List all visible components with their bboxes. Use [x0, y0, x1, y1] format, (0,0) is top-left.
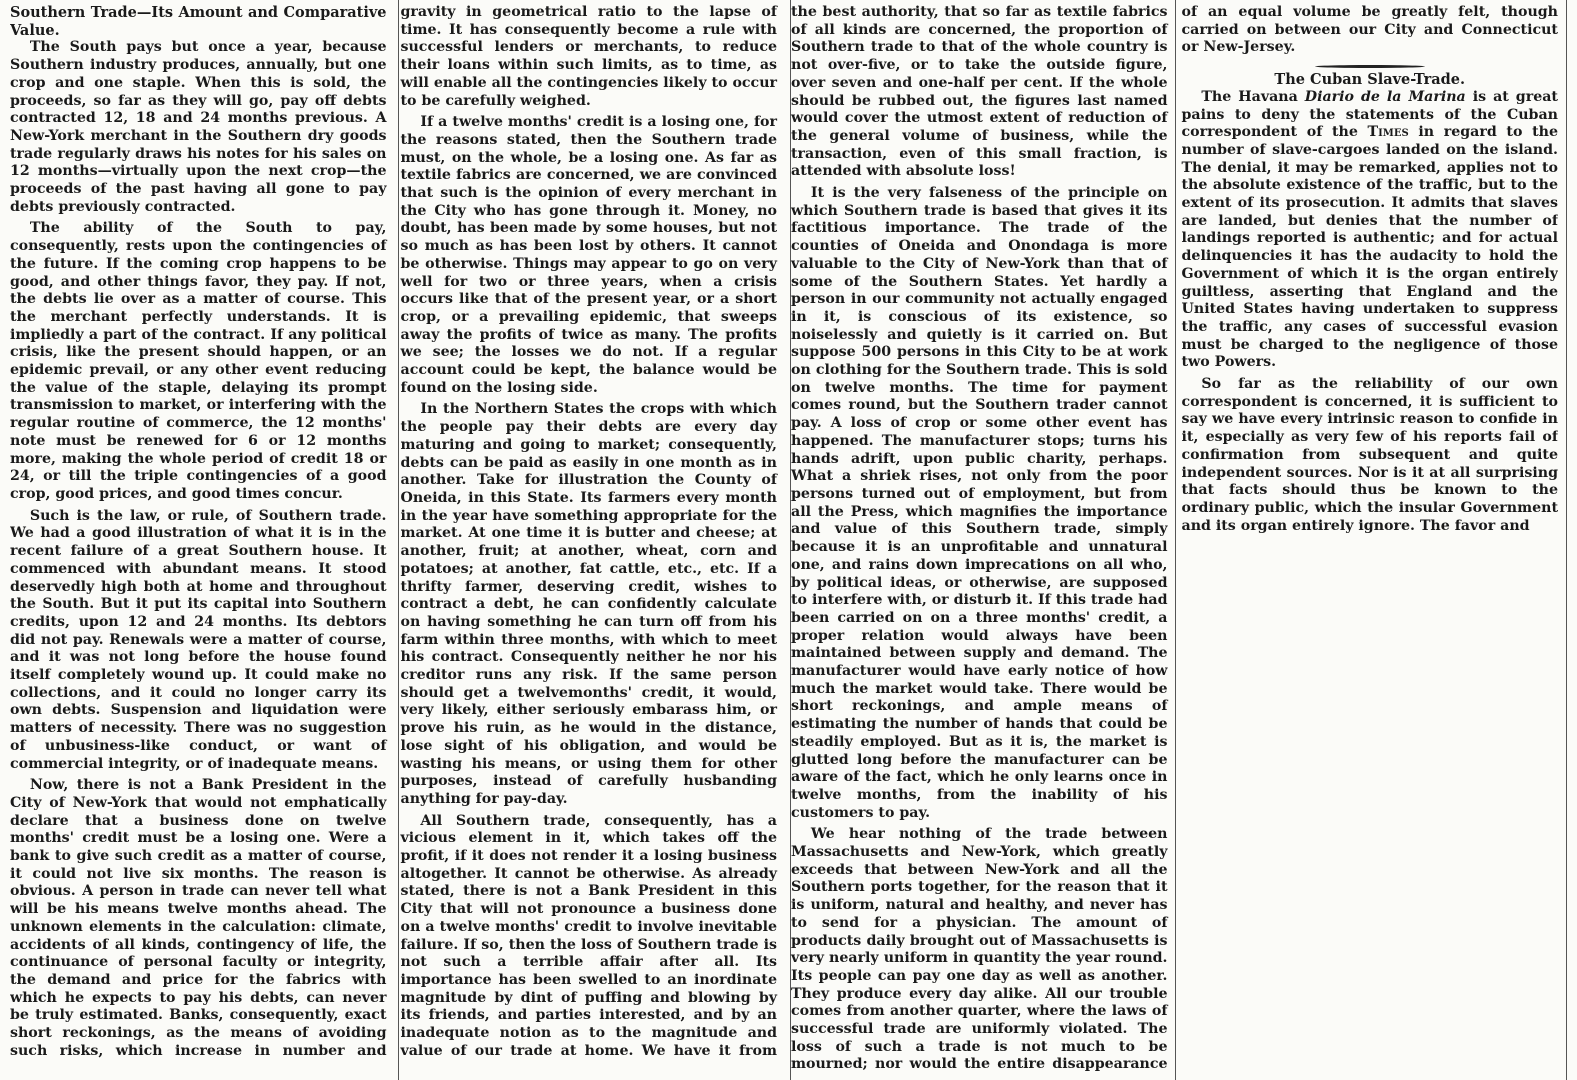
paragraph: We hear nothing of the trade between Massachusetts and New-York, which greatly exceeds that between New-York and all the Southern ports together, for the reason that it is uniform, natural and healthy, and never has to send for a physician. The amount of products daily brought out of Massachusetts is very nearly uniform in quantity the year round. Its people can pay one day as well as another. They produce every day alike. All our trouble comes from another quarter, where the laws of successful trade are uniformly violated. The loss of such a trade is not much to be mourned; nor would the entire disappearance of an equal volume be greatly felt, though carried on between our City and Connecticut or New-Jersey. — [791, 4, 1558, 1073]
paragraph: Such is the law, or rule, of Southern trade. We had a good illustration of what it is in the recent failure of a great Southern house. It commenced with abundant means. It stood deservedly high both at home and throughout the South. But it put its capital into Southern credits, upon 12 and 24 months. Its debtors did not pay. Renewals were a matter of course, and it was not long before the house found itself completely wound up. It could make no collections, and it could no longer carry its own debts. Suspension and liquidation were matters of necessity. There was no suggestion of unbusiness-like conduct, or want of commercial integrity, or of inadequate means. — [10, 507, 387, 772]
paragraph: In the Northern States the crops with which the people pay their debts are every day maturing and going to market; consequently, debts can be paid as easily in one month as in another. Take for illustration the County of Oneida, in this State. Its farmers every month in the year have something appropriate for the market. At one time it is butter and cheese; at another, fruit; at another, wheat, corn and potatoes; at another, fat cattle, etc., etc. If a thrifty farmer, deserving credit, wishes to contract a debt, he can confidently calculate on having something he can turn off from his farm within three months, with which to meet his contract. Consequently neither he nor his creditor runs any risk. If the same person should get a twelvemonths' credit, it would, very likely, either seriously embarass him, or prove his ruin, as he would in the distance, lose sight of his obligation, and would be wasting his means, or using them for other purposes, instead of carefully husbanding anything for pay-day. — [400, 401, 777, 807]
paragraph: All Southern trade, consequently, has a vicious element in it, which takes off the profit, if it does not render it a losing business altogether. It cannot be otherwise. As already stated, there is not a Bank President in this City that will not pronounce a business done on a twelve months' credit to involve inevitable failure. If so, then the loss of Southern trade is not such a terrible affair after all. Its importance has been swelled to an inordinate magnitude by dint of puffing and blowing by its friends, and parties interested, and by an inadequate notion as to the magnitude and value of our trade at home. We have it from the best authority, that so far as textile fabrics of all kinds are concerned, the proportion of Southern trade to that of the whole country is not over-five, or to take the outside figure, over seven and one-half per cent. If the whole should be rubbed out, the figures last named would cover the utmost extent of reduction of the general volume of business, while the transaction, even of this small fraction, is attended with absolute loss! — [400, 4, 1168, 1059]
text-run: in regard to the number of slave-cargoes landed on the island. The denial, it may be remarked, applies not to the absolute existence of the traffic, but to the extent of its prosecution. It admits that slaves are landed, but denies that the number of landings reported is authentic; and for actual delinquencies it has the audacity to hold the Government of which it is the organ entirely guiltless, asserting that England and the United States having undertaken to suppress the traffic, any cases of successful evasion must be charged to the negligence of those two Powers. — [1181, 124, 1558, 371]
paragraph: So far as the reliability of our own correspondent is concerned, it is sufficient to say we have every intrinsic reason to confide in it, especially as very few of his reports fail of confirmation from subsequent and quite independent sources. Nor is it at all surprising that facts should thus be known to the ordinary public, which the insular Government and its organ entirely ignore. The favor and — [1181, 376, 1558, 534]
paragraph: If a twelve months' credit is a losing one, for the reasons stated, then the Southern trade must, on the whole, be a losing one. As far as textile fabrics are concerned, we are convinced that such is the opinion of every merchant in the City who has gone through it. Money, no doubt, has been made by some houses, but not so much as has been lost by others. It cannot be otherwise. Things may appear to go on very well for two or three years, when a crisis occurs like that of the present year, or a short crop, or a prevailing epidemic, that sweeps away the profits of twice as many. The profits we see; the losses we do not. If a regular account could be kept, the balance would be found on the losing side. — [400, 114, 777, 396]
paragraph: It is the very falseness of the principle on which Southern trade is based that gives it its factitious importance. The trade of the counties of Oneida and Onondaga is more valuable to the City of New-York than that of some of the Southern States. Yet hardly a person in our community not actually engaged in it, is conscious of its existence, so noiselessly and quietly is it carried on. But suppose 500 persons in this City to be at work on clothing for the Southern trade. This is sold on twelve months. The time for payment comes round, but the Southern trader cannot pay. A loss of crop or some other event has happened. The manufacturer stops; turns his hands adrift, upon public charity, perhaps. What a shriek rises, not only from the poor persons turned out of employment, but from all the Press, which magnifies the importance and value of this Southern trade, simply because it is an unprofitable and unnatural one, and rains down imprecations on all who, by political ideas, or otherwise, are supposed to interfere with, or disturb it. If this trade had been carried on on a three months' credit, a proper relation would always have been maintained between supply and demand. The manufacturer would have early notice of how much the market would take. There would be short reckonings, and ample means of estimating the number of hands that could be steadily employed. But as it is, the market is glutted long before the manufacturer can be aware of the fact, which he only learns once in twelve months, from the inability of his customers to pay. — [791, 185, 1168, 821]
column-rule — [1566, 0, 1567, 1080]
article-flow — [10, 4, 1558, 1076]
paragraph: The ability of the South to pay, consequently, rests upon the contingencies of the future. If the coming crop happens to be good, and other things favor, they pay. If not, the debts lie over as a matter of course. This the merchant perfectly understands. It is impliedly a part of the contract. If any political crisis, like the present should happen, or an epidemic prevail, or any other event reducing the value of the staple, delaying its prompt transmission to market, or interfering with the regular routine of commerce, the 12 months' note must be renewed for 6 or 12 months more, making the whole period of credit 18 or 24, or till the triple contingencies of a good crop, good prices, and good times concur. — [10, 220, 387, 502]
paragraph: Now, there is not a Bank President in the City of New-York that would not emphatically declare that a business done on twelve months' credit must be a losing one. Were a bank to give such credit as a matter of course, it could not live six months. The reason is obvious. A person in trade can never tell what will be his means twelve months ahead. The unknown elements in the calculation: climate, accidents of all kinds, contingency of life, the continuance of personal faculty or integrity, the demand and price for the fabrics with which he expects to pay his debts, can never be truly estimated. Banks, consequently, exact short reckonings, as the means of avoiding such risks, which increase in number and gravity in geometrical ratio to the lapse of time. It has consequently become a rule with successful lenders or merchants, to reduce their loans within such limits, as to time, as will enable all the contingencies likely to occur to be carefully weighed. — [10, 4, 777, 1059]
paragraph — [1182, 89, 1559, 372]
article-separator — [1182, 61, 1559, 71]
text-run: The Havana — [1201, 88, 1298, 105]
paragraph: The South pays but once a year, because Southern industry produces, annually, but one crop and one staple. When this is sold, the proceeds, so far as they will go, pay off debts contracted 12, 18 and 24 months previous. A New-York merchant in the Southern dry goods trade regularly draws his notes for his sales on 12 months—virtually upon the next crop—the proceeds of the past having all gone to pay debts previously contracted. — [10, 39, 387, 215]
newspaper-name: Times — [1367, 124, 1409, 141]
headline-cuban-slave-trade: The Cuban Slave-Trade. — [1274, 71, 1466, 89]
text-run: is at great pains to deny the statements of the Cuban correspondent of the — [1181, 88, 1558, 141]
headline-southern-trade: Southern Trade—Its Amount and Comparative Value. — [10, 4, 387, 39]
newspaper-name: Diario de la Marina — [1304, 88, 1466, 105]
